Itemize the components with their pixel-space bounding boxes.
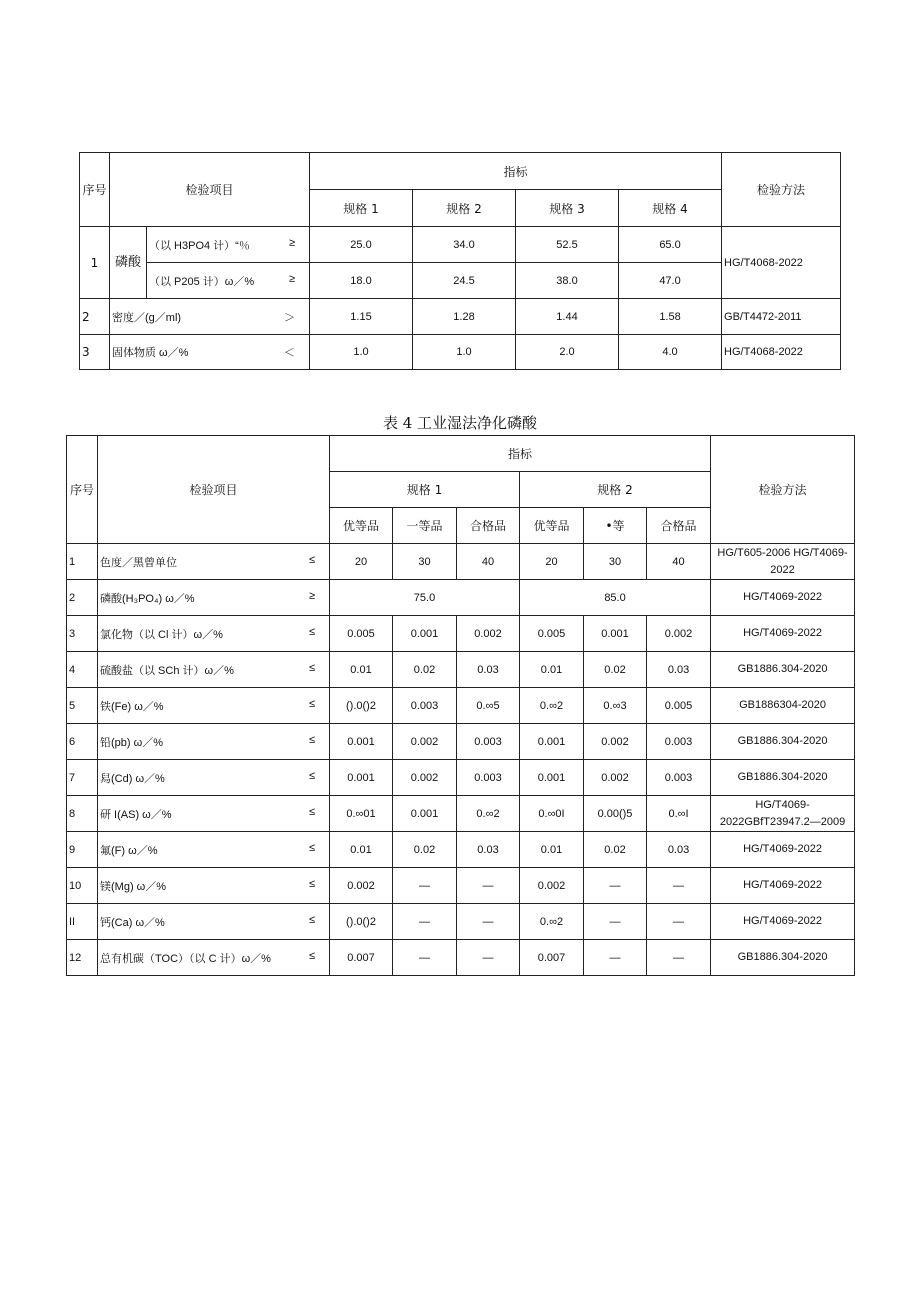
row-item: [98, 868, 330, 904]
cell-value: 75.0: [330, 580, 520, 616]
row-seq: 3: [67, 616, 98, 652]
comparison-symbol: ≥: [308, 589, 315, 602]
item-label: 研 I(AS) ω／%: [100, 808, 172, 821]
table-row: [67, 616, 855, 652]
cell-value: ().0()2: [330, 688, 393, 724]
header-spec: 规格 2: [413, 190, 516, 227]
table-row: [67, 544, 855, 580]
cell-value: 0.03: [457, 652, 520, 688]
row-seq: 1: [67, 544, 98, 580]
cell-value: 85.0: [520, 580, 711, 616]
method-cell: GB1886304-2020: [711, 688, 855, 724]
cell-value: 0.005: [330, 616, 393, 652]
cell-value: 0.003: [457, 724, 520, 760]
method-cell: GB1886.304-2020: [711, 940, 855, 976]
header-method: 检验方法: [711, 436, 855, 544]
header-grade: 合格品: [457, 508, 520, 544]
cell-value: 0.002: [393, 760, 457, 796]
comparison-symbol: ≤: [308, 625, 315, 638]
row-item: [147, 227, 310, 263]
cell-value: 0.01: [330, 832, 393, 868]
row-seq: II: [67, 904, 98, 940]
cell-value: 0.005: [647, 688, 711, 724]
row-item: [98, 652, 330, 688]
cell-value: 0.00()5: [584, 796, 647, 832]
cell-value: 0.007: [330, 940, 393, 976]
cell-value: 0.003: [393, 688, 457, 724]
comparison-symbol: ≤: [308, 733, 315, 746]
header-method: 检验方法: [722, 153, 841, 227]
row-seq: 5: [67, 688, 98, 724]
cell-value: 0.02: [584, 652, 647, 688]
cell-value: 52.5: [516, 227, 619, 263]
cell-value: 1.28: [413, 299, 516, 335]
row-item: [110, 335, 310, 370]
item-label: 铁(Fe) ω／%: [100, 700, 164, 713]
table-row: [67, 940, 855, 976]
row-seq: 12: [67, 940, 98, 976]
table-row: [67, 724, 855, 760]
cell-value: 20: [330, 544, 393, 580]
row-item: [98, 796, 330, 832]
cell-value: —: [584, 904, 647, 940]
cell-value: —: [584, 940, 647, 976]
cell-value: 0.02: [584, 832, 647, 868]
header-grade: 优等品: [330, 508, 393, 544]
row-seq: 7: [67, 760, 98, 796]
method-cell: HG/T4068-2022: [722, 227, 841, 299]
comparison-symbol: ≤: [308, 949, 315, 962]
row-item: [98, 688, 330, 724]
comparison-symbol: ＞: [284, 311, 296, 324]
cell-value: 0.002: [647, 616, 711, 652]
comparison-symbol: ≤: [308, 805, 315, 818]
cell-value: 0.001: [330, 760, 393, 796]
comparison-symbol: ≤: [308, 841, 315, 854]
item-label: 固体物质 ω／%: [112, 347, 189, 359]
cell-value: —: [457, 904, 520, 940]
cell-value: —: [647, 940, 711, 976]
cell-value: 38.0: [516, 263, 619, 299]
cell-value: 0.002: [330, 868, 393, 904]
cell-value: 40: [647, 544, 711, 580]
header-seq: 序号: [67, 436, 98, 544]
comparison-symbol: ＜: [284, 347, 296, 359]
row-seq: 4: [67, 652, 98, 688]
method-cell: HG/T4069-2022: [711, 580, 855, 616]
cell-value: 24.5: [413, 263, 516, 299]
table-row: [67, 580, 855, 616]
cell-value: 4.0: [619, 335, 722, 370]
item-label: （以 P205 计）ω／%: [149, 275, 255, 288]
comparison-symbol: ≤: [308, 877, 315, 890]
cell-value: 18.0: [310, 263, 413, 299]
cell-value: 34.0: [413, 227, 516, 263]
item-label: 氯化物（以 Cl 计）ω／%: [100, 628, 223, 641]
cell-value: 20: [520, 544, 584, 580]
cell-value: 0.002: [584, 760, 647, 796]
item-label: 硫酸盐（以 SCh 计）ω／%: [100, 664, 234, 677]
table-row: [67, 760, 855, 796]
cell-value: —: [393, 868, 457, 904]
method-cell: HG/T605-2006 HG/T4069-2022: [711, 544, 855, 580]
cell-value: 0.02: [393, 652, 457, 688]
method-cell: HG/T4069-2022: [711, 904, 855, 940]
row-item: [147, 263, 310, 299]
method-cell: HG/T4069-2022: [711, 868, 855, 904]
header-seq: 序号: [80, 153, 110, 227]
cell-value: 0.003: [457, 760, 520, 796]
cell-value: 0.001: [393, 616, 457, 652]
cell-value: 0.001: [520, 724, 584, 760]
row-item: [98, 904, 330, 940]
cell-value: 30: [393, 544, 457, 580]
cell-value: 0.02: [393, 832, 457, 868]
cell-value: 0.001: [584, 616, 647, 652]
table-row: [67, 688, 855, 724]
cell-value: 0.003: [647, 724, 711, 760]
row-seq: 2: [67, 580, 98, 616]
header-spec: 规格 4: [619, 190, 722, 227]
row-seq: 6: [67, 724, 98, 760]
cell-value: 47.0: [619, 263, 722, 299]
header-grade: 优等品: [520, 508, 584, 544]
group-label: 磷酸: [110, 227, 147, 299]
comparison-symbol: ≥: [288, 236, 296, 249]
header-spec: 规格 1: [330, 472, 520, 508]
cell-value: 0.∞2: [520, 688, 584, 724]
method-cell: HG/T4069-2022: [711, 832, 855, 868]
cell-value: 0.∞3: [584, 688, 647, 724]
comparison-symbol: ≤: [308, 769, 315, 782]
cell-value: 0.∞I: [647, 796, 711, 832]
header-grade: 合格品: [647, 508, 711, 544]
spec-table-1: [79, 152, 841, 370]
cell-value: 0.001: [393, 796, 457, 832]
table-row: [67, 832, 855, 868]
cell-value: 1.15: [310, 299, 413, 335]
row-item: [110, 299, 310, 335]
row-seq: 1: [80, 227, 110, 299]
item-label: 总有机碳（TOC）（以 C 计）ω／%: [100, 952, 271, 965]
comparison-symbol: ≤: [308, 661, 315, 674]
row-seq: 8: [67, 796, 98, 832]
item-label: 密度／(g／ml): [112, 311, 182, 324]
cell-value: 1.44: [516, 299, 619, 335]
item-label: 氟(F) ω／%: [100, 844, 158, 857]
cell-value: 25.0: [310, 227, 413, 263]
row-seq: 9: [67, 832, 98, 868]
cell-value: 0.∞0I: [520, 796, 584, 832]
cell-value: 0.∞5: [457, 688, 520, 724]
row-seq: 2: [80, 299, 110, 335]
cell-value: —: [393, 940, 457, 976]
method-cell: GB1886.304-2020: [711, 760, 855, 796]
row-item: [98, 580, 330, 616]
header-grade: •等: [584, 508, 647, 544]
cell-value: 30: [584, 544, 647, 580]
cell-value: 0.001: [330, 724, 393, 760]
cell-value: 0.01: [330, 652, 393, 688]
cell-value: 0.03: [457, 832, 520, 868]
item-label: 铅(pb) ω／%: [100, 736, 163, 749]
comparison-symbol: ≤: [308, 697, 315, 710]
cell-value: 65.0: [619, 227, 722, 263]
method-cell: GB1886.304-2020: [711, 652, 855, 688]
cell-value: —: [393, 904, 457, 940]
row-item: [98, 724, 330, 760]
row-item: [98, 832, 330, 868]
item-label: 色度／黑曾单位: [100, 556, 177, 569]
cell-value: 0.002: [520, 868, 584, 904]
item-label: 磷酸(H₃PO₄) ω／%: [100, 592, 195, 605]
cell-value: —: [584, 868, 647, 904]
table-row: [67, 796, 855, 832]
cell-value: 0.002: [584, 724, 647, 760]
header-grade: 一等品: [393, 508, 457, 544]
cell-value: 1.0: [413, 335, 516, 370]
header-item: 检验项目: [110, 153, 310, 227]
item-label: 舄(Cd) ω／%: [100, 772, 165, 785]
row-item: [98, 544, 330, 580]
cell-value: 0.03: [647, 832, 711, 868]
row-seq: 10: [67, 868, 98, 904]
table-row: [67, 652, 855, 688]
cell-value: 0.002: [393, 724, 457, 760]
cell-value: 0.007: [520, 940, 584, 976]
header-spec: 规格 1: [310, 190, 413, 227]
cell-value: —: [647, 904, 711, 940]
cell-value: 0.002: [457, 616, 520, 652]
row-item: [98, 760, 330, 796]
table-row: [67, 904, 855, 940]
cell-value: 0.01: [520, 652, 584, 688]
spec-table-2: [66, 435, 855, 976]
header-indicator: 指标: [330, 436, 711, 472]
row-item: [98, 940, 330, 976]
cell-value: 0.01: [520, 832, 584, 868]
cell-value: —: [457, 868, 520, 904]
header-indicator: 指标: [310, 153, 722, 190]
row-item: [98, 616, 330, 652]
method-cell: HG/T4069-2022GBfT23947.2—2009: [711, 796, 855, 832]
row-seq: 3: [80, 335, 110, 370]
table-row: [67, 868, 855, 904]
cell-value: 1.0: [310, 335, 413, 370]
comparison-symbol: ≥: [288, 272, 296, 285]
method-cell: GB1886.304-2020: [711, 724, 855, 760]
item-label: （以 H3PO4 计）“％: [149, 239, 250, 252]
cell-value: 40: [457, 544, 520, 580]
cell-value: 0.005: [520, 616, 584, 652]
cell-value: 0.03: [647, 652, 711, 688]
cell-value: —: [647, 868, 711, 904]
cell-value: 0.∞2: [520, 904, 584, 940]
header-spec: 规格 2: [520, 472, 711, 508]
method-cell: GB/T4472-2011: [722, 299, 841, 335]
cell-value: 0.∞2: [457, 796, 520, 832]
cell-value: —: [457, 940, 520, 976]
table-caption: 表 4 工业湿法净化磷酸: [382, 414, 538, 432]
cell-value: 0.003: [647, 760, 711, 796]
method-cell: HG/T4068-2022: [722, 335, 841, 370]
cell-value: 2.0: [516, 335, 619, 370]
item-label: 钙(Ca) ω／%: [100, 916, 165, 929]
item-label: 镁(Mg) ω／%: [100, 880, 167, 893]
header-spec: 规格 3: [516, 190, 619, 227]
comparison-symbol: ≤: [308, 913, 315, 926]
header-item: 检验项目: [98, 436, 330, 544]
comparison-symbol: ≤: [308, 553, 315, 566]
cell-value: 1.58: [619, 299, 722, 335]
cell-value: ().0()2: [330, 904, 393, 940]
cell-value: 0.∞01: [330, 796, 393, 832]
method-cell: HG/T4069-2022: [711, 616, 855, 652]
cell-value: 0.001: [520, 760, 584, 796]
